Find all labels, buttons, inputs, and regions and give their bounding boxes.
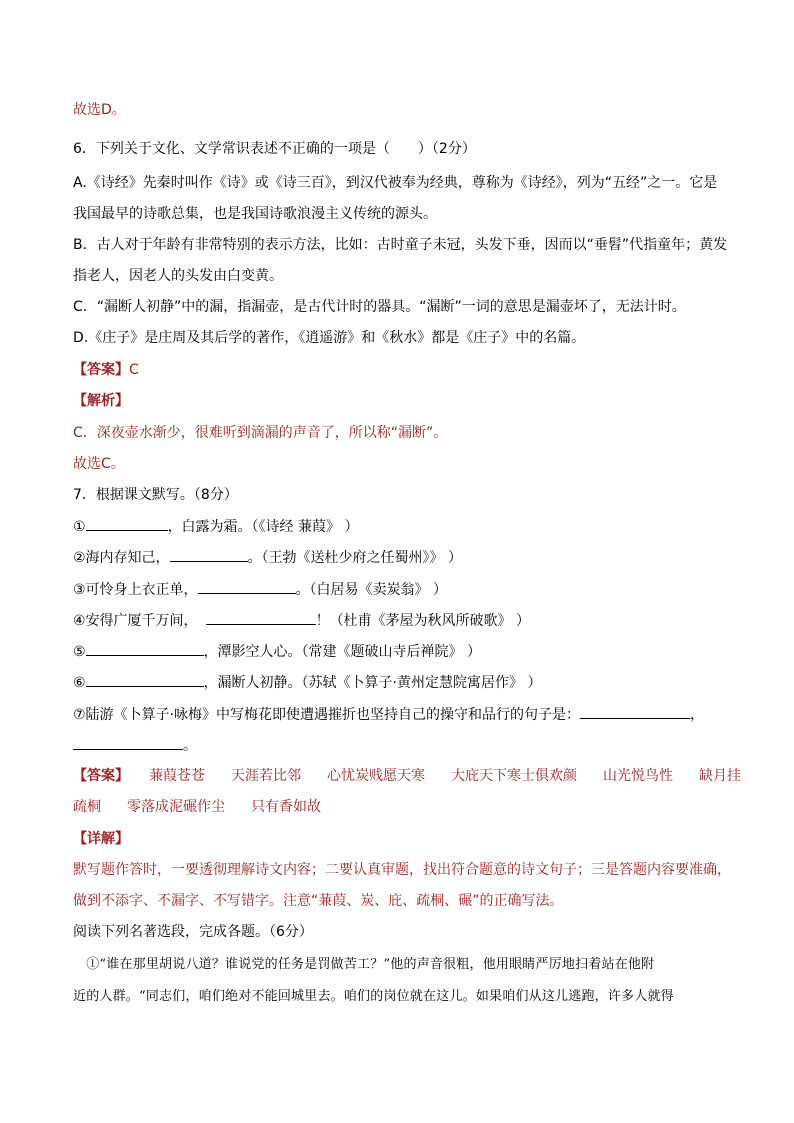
fill-2-pre: ②海内存知己，: [73, 550, 170, 566]
fill-3-post: 。（白居易《卖炭翁》 ）: [295, 582, 448, 598]
detail-line1: 默写题作答时，一要透彻理解诗文内容；二要认真审题，找出符合题意的诗文句子；三是答题内容要准确，: [73, 862, 731, 878]
answer-7-item: 缺月挂: [699, 768, 741, 784]
answer-7-item: 天涯若比邻: [231, 768, 301, 784]
answer-7-item: 只有香如故: [251, 799, 321, 815]
fill-6: [73, 672, 541, 693]
fill-7-cont: [73, 735, 197, 756]
fill-1-blank[interactable]: [86, 516, 168, 531]
fill-7-end: 。: [183, 738, 197, 754]
answer-7-row2: [73, 797, 347, 817]
analysis-text: C．深夜壶水渐少，很难听到滴漏的声音了，所以称“漏断”。: [73, 425, 448, 441]
fill-6-pre: ⑥: [73, 675, 86, 691]
answer-7-item: 大庇天下寒士俱欢颜: [451, 768, 577, 784]
conclusion-d: 故选D。: [73, 102, 126, 118]
reading-instruction: 阅读下列名著选段，完成各题。（6分）: [73, 924, 313, 940]
answer-label: 【答案】: [73, 362, 129, 378]
fill-3-pre: ③可怜身上衣正单，: [73, 582, 198, 598]
answer-7-item: 心忧炭贱愿天寒: [327, 768, 425, 784]
option-b-line2: 指老人，因老人的头发由白变黄。: [73, 268, 283, 284]
fill-4-post: ！（杜甫《茅屋为秋风所破歌》 ）: [315, 613, 531, 629]
question-7: 7．根据课文默写。（8分）: [73, 487, 238, 503]
conclusion-c: 故选C。: [73, 456, 125, 472]
option-b-line1: B．古人对于年龄有非常特别的表示方法，比如：古时童子未冠，头发下垂，因而以“垂髫”代指童年；黄发: [73, 237, 728, 253]
answer-7-item: 零落成泥碾作尘: [127, 799, 225, 815]
fill-3: [73, 579, 447, 600]
fill-7-blank-a[interactable]: [580, 704, 690, 719]
detail-line2: 做到不添字、不漏字、不写错字。注意“蒹葭、炭、庇、疏桐、碾”的正确写法。: [73, 893, 564, 909]
fill-4-pre: ④安得广厦千万间，: [73, 613, 198, 629]
detail-label: 【详解】: [73, 831, 129, 847]
fill-6-post: ，漏断人初静。（苏轼《卜算子·黄州定慧院寓居作》 ）: [203, 675, 542, 691]
option-d: D.《庄子》是庄周及其后学的著作，《逍遥游》和《秋水》都是《庄子》中的名篇。: [73, 330, 586, 346]
fill-2: [73, 547, 462, 568]
analysis-label: 【解析】: [73, 393, 129, 409]
fill-5: [73, 641, 481, 662]
fill-5-pre: ⑤: [73, 644, 86, 660]
answer-7-label: 【答案】: [73, 768, 129, 784]
fill-5-blank[interactable]: [86, 641, 204, 656]
fill-7-pre: ⑦陆游《卜算子·咏梅》中写梅花即使遭遇摧折也坚持自己的操守和品行的句子是：: [73, 707, 580, 723]
fill-7-blank-b[interactable]: [73, 735, 183, 750]
fill-7: [73, 704, 704, 725]
fill-2-blank[interactable]: [170, 547, 248, 562]
answer-7-item: 蒹葭苍苍: [149, 768, 205, 784]
fill-1-post: ，白露为霜。（《诗经 蒹葭》 ）: [167, 519, 359, 535]
answer-7-item: 疏桐: [73, 799, 101, 815]
fill-4: [73, 610, 530, 631]
option-c: C．“漏断人初静”中的漏，指漏壶，是古代计时的器具。“漏断”一词的意思是漏壶坏了，无法计时。: [73, 299, 686, 315]
fill-4-blank[interactable]: [206, 610, 316, 625]
answer-value: C: [129, 362, 139, 378]
fill-6-blank[interactable]: [86, 672, 204, 687]
fill-1: [73, 516, 358, 537]
option-a-line2: 我国最早的诗歌总集，也是我国诗歌浪漫主义传统的源头。: [73, 206, 437, 222]
fill-1-pre: ①: [73, 519, 86, 535]
fill-7-mid: ，: [690, 707, 704, 723]
fill-2-post: 。（王勃《送杜少府之任蜀州》》 ）: [247, 550, 463, 566]
answer-7-item: 山光悦鸟性: [603, 768, 673, 784]
fill-3-blank[interactable]: [198, 579, 296, 594]
fill-5-post: ，潭影空人心。（常建《题破山寺后禅院》 ）: [203, 644, 482, 660]
answer-7-row1: [73, 766, 767, 786]
question-6: 6．下列关于文化、文学常识表述不正确的一项是（ ）（2分）: [73, 141, 476, 157]
answer-6: [73, 360, 139, 380]
option-a-line1: A.《诗经》先秦时叫作《诗》或《诗三百》，到汉代被奉为经典，尊称为《诗经》，列为“五经”之一。它是: [73, 175, 718, 191]
passage-line1: ①“谁在那里胡说八道？谁说党的任务是罚做苦工？”他的声音很粗，他用眼睛严厉地扫着站在他附: [73, 957, 655, 972]
passage-line2: 近的人群。“同志们，咱们绝对不能回城里去。咱们的岗位就在这儿。如果咱们从这儿逃跑，许多人就得: [73, 989, 674, 1004]
